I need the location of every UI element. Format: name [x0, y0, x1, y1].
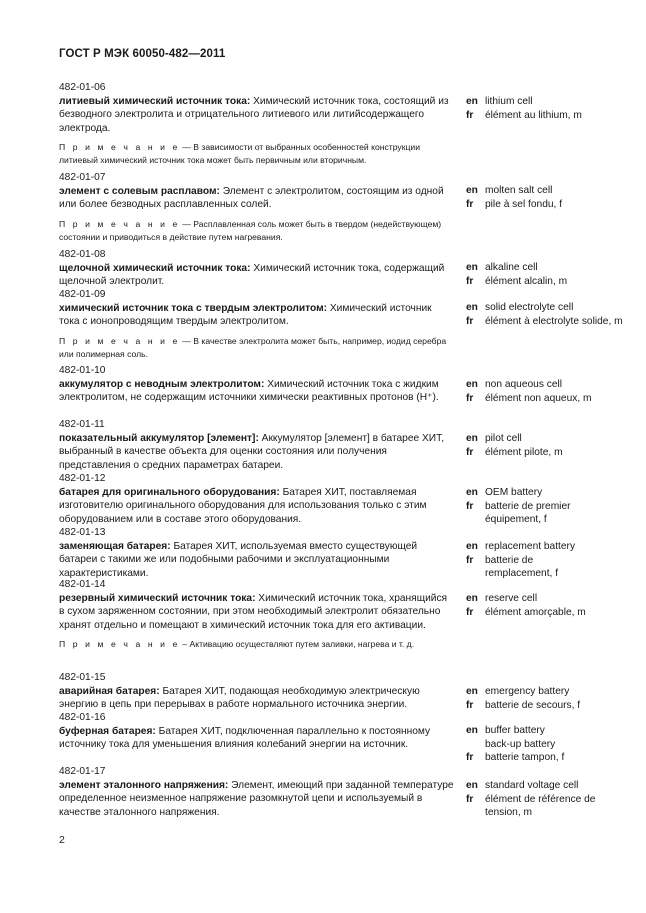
term-equivalents	[466, 685, 641, 712]
equivalent-en	[466, 432, 641, 446]
term-note	[59, 638, 454, 651]
term-code: 482-01-14	[59, 579, 106, 590]
equivalent-fr	[466, 315, 641, 329]
equivalent-text: élément pilote, m	[485, 446, 563, 458]
term-definition: Батарея ХИТ, используемая вместо существующей батареи с такими же или подобными рабочими и эксплуатационными характеристиками.	[59, 540, 418, 579]
equivalent-fr	[466, 198, 641, 212]
lang-code: en	[466, 725, 478, 736]
equivalent-text: replacement battery	[485, 541, 576, 552]
term-definition: Элемент, имеющий при заданной температуре определенное неизменное напряжение разомкнутой цепи и используемый в качестве эталонного напряжения.	[59, 779, 454, 818]
equivalent-en	[466, 685, 641, 699]
equivalent-fr	[466, 606, 641, 620]
term-note	[59, 218, 454, 244]
equivalent-en	[466, 261, 641, 275]
note-label: П р и м е ч а н и е	[59, 639, 180, 650]
lang-code: fr	[466, 554, 474, 566]
term-code: 482-01-16	[59, 712, 106, 723]
equivalent-text: standard voltage cell	[485, 780, 579, 791]
note-text: – Активацию осуществляют путем заливки, нагрева и т. д.	[179, 639, 415, 650]
term-code: 482-01-06	[59, 82, 106, 93]
equivalent-text: alkaline cell	[485, 262, 538, 273]
term-body	[59, 418, 454, 472]
lang-code: fr	[466, 446, 474, 458]
term-equivalents	[466, 432, 641, 459]
equivalent-en	[466, 378, 641, 392]
term-definition: Химический источник тока с жидким электролитом, не содержащим источники химически реактивных протонов (H⁺).	[59, 378, 439, 404]
equivalent-fr	[466, 275, 641, 289]
lang-code: en	[466, 262, 478, 273]
equivalent-text: solid electrolyte cell	[485, 302, 574, 313]
equivalent-text: buffer battery	[485, 725, 545, 736]
term-equivalents	[466, 592, 641, 619]
equivalent-text: élément au lithium, m	[485, 109, 582, 121]
note-text: — В зависимости от выбранных особенностей конструкции литиевый химический источник тока может быть первичным или вторичным.	[59, 142, 421, 166]
equivalent-text: batterie de secours, f	[485, 699, 581, 711]
equivalent-en	[466, 724, 641, 738]
equivalent-fr	[466, 751, 641, 765]
term-definition: Химический источник тока, содержащий щелочной электролит.	[59, 262, 445, 288]
equivalent-text: batterie tampon, f	[485, 752, 565, 764]
lang-code: en	[466, 379, 478, 390]
equivalent-text: back-up battery	[485, 738, 556, 750]
lang-code: en	[466, 593, 478, 604]
lang-code: fr	[466, 606, 474, 618]
equivalent-text: élément amorçable, m	[485, 606, 586, 618]
lang-code: fr	[466, 500, 474, 512]
term-body	[59, 364, 454, 405]
page-number: 2	[59, 834, 65, 846]
term-title: резервный химический источник тока:	[59, 592, 256, 604]
equivalent-en	[466, 184, 641, 198]
term-title: показательный аккумулятор [элемент]:	[59, 432, 259, 444]
term-title: буферная батарея:	[59, 725, 156, 737]
term-title: литиевый химический источник тока:	[59, 95, 251, 107]
term-equivalents	[466, 540, 641, 581]
equivalent-text: lithium cell	[485, 96, 533, 107]
term-body	[59, 578, 454, 651]
term-code: 482-01-07	[59, 172, 106, 183]
term-definition: Батарея ХИТ, подключенная параллельно к постоянному источнику тока для уменьшения влияния колебаний энергии на источник.	[59, 725, 431, 751]
term-code: 482-01-09	[59, 289, 106, 300]
term-title: щелочной химический источник тока:	[59, 262, 251, 274]
lang-code: fr	[466, 198, 474, 210]
term-note	[59, 335, 454, 361]
term-body	[59, 288, 454, 361]
equivalent-text: batterie de remplacement, f	[485, 554, 559, 580]
equivalent-fr	[466, 793, 605, 820]
equivalent-text: emergency battery	[485, 686, 570, 697]
lang-code: en	[466, 487, 478, 498]
equivalent-text: élément de référence de tension, m	[485, 793, 596, 819]
term-body	[59, 526, 454, 580]
note-label: П р и м е ч а н и е	[59, 218, 180, 229]
lang-code: en	[466, 780, 478, 791]
term-body	[59, 171, 454, 244]
lang-code: en	[466, 686, 478, 697]
lang-code: fr	[466, 392, 474, 404]
lang-code: fr	[466, 315, 474, 327]
lang-code: en	[466, 96, 478, 107]
lang-code: en	[466, 541, 478, 552]
term-title: батарея для оригинального оборудования:	[59, 486, 280, 498]
term-definition: Химический источник тока с ионопроводящим твердым электролитом.	[59, 302, 432, 328]
term-equivalents	[466, 486, 641, 527]
term-body	[59, 81, 454, 167]
term-title: аккумулятор с неводным электролитом:	[59, 378, 265, 390]
term-equivalents	[466, 184, 641, 211]
term-body	[59, 671, 454, 712]
equivalent-en	[466, 95, 641, 109]
term-code: 482-01-17	[59, 766, 106, 777]
term-equivalents	[466, 301, 641, 328]
equivalent-en	[466, 540, 641, 554]
term-body	[59, 711, 454, 752]
equivalent-text: batterie de premier équipement, f	[485, 500, 571, 526]
note-label: П р и м е ч а н и е	[59, 142, 180, 153]
term-note	[59, 141, 454, 167]
equivalent-fr	[466, 554, 595, 581]
equivalent-fr	[466, 109, 641, 123]
lang-code: en	[466, 185, 478, 196]
term-code: 482-01-12	[59, 473, 106, 484]
equivalent-text: reserve cell	[485, 593, 538, 604]
equivalent-text: molten salt cell	[485, 185, 553, 196]
lang-code: en	[466, 302, 478, 313]
equivalent-en	[466, 592, 641, 606]
lang-code: fr	[466, 752, 474, 764]
document-header: ГОСТ Р МЭК 60050-482—2011	[59, 48, 226, 60]
lang-code: fr	[466, 793, 474, 805]
term-equivalents	[466, 95, 641, 122]
term-body	[59, 765, 454, 819]
term-code: 482-01-15	[59, 672, 106, 683]
term-definition: Батарея ХИТ, поставляемая изготовителю оригинального оборудования для использования только с этим оборудованием или в составе этого оборудования.	[59, 486, 427, 525]
term-equivalents	[466, 779, 641, 820]
term-title: заменяющая батарея:	[59, 540, 171, 552]
term-equivalents	[466, 261, 641, 288]
term-definition: Батарея ХИТ, подающая необходимую электрическую энергию в цепь при перерывах в работе нормального источника энергии.	[59, 685, 420, 711]
equivalent-text: pile à sel fondu, f	[485, 198, 563, 210]
lang-code: fr	[466, 109, 474, 121]
term-code: 482-01-13	[59, 527, 106, 538]
equivalent-fr	[466, 500, 595, 527]
term-code: 482-01-10	[59, 365, 106, 376]
term-equivalents	[466, 724, 641, 765]
term-body	[59, 248, 454, 289]
equivalent-text: élément non aqueux, m	[485, 392, 592, 404]
term-title: элемент эталонного напряжения:	[59, 779, 229, 791]
equivalent-en	[466, 486, 641, 500]
equivalent-text: pilot cell	[485, 433, 522, 444]
term-title: аварийная батарея:	[59, 685, 160, 697]
equivalent-en	[466, 301, 641, 315]
term-definition: Аккумулятор [элемент] в батарее ХИТ, выбранный в качестве объекта для оценки состояния или получения представления о средних параметрах батареи.	[59, 432, 445, 471]
term-code: 482-01-11	[59, 419, 105, 430]
note-text: — В качестве электролита может быть, например, иодид серебра или полимерная соль.	[59, 335, 447, 359]
equivalent-en	[466, 779, 641, 793]
equivalent-fr	[466, 392, 641, 406]
term-code: 482-01-08	[59, 249, 106, 260]
lang-code: en	[466, 433, 478, 444]
note-label: П р и м е ч а н и е	[59, 335, 180, 346]
equivalent-text: OEM battery	[485, 487, 543, 498]
note-text: — Расплавленная соль может быть в твердом (недействующем) состоянии и приводиться в действие путем нагревания.	[59, 218, 442, 242]
lang-code: fr	[466, 275, 474, 287]
term-title: элемент с солевым расплавом:	[59, 185, 220, 197]
equivalent-text: élément alcalin, m	[485, 275, 568, 287]
term-equivalents	[466, 378, 641, 405]
equivalent-text: élément à electrolyte solide, m	[485, 315, 623, 327]
term-definition: Элемент с электролитом, состоящим из одной или более безводных расплавленных солей.	[59, 185, 444, 211]
equivalent-text: non aqueous cell	[485, 379, 563, 390]
equivalent-fr	[466, 446, 641, 460]
term-definition: Химический источник тока, состоящий из безводного электролита и отрицательного литиевого или литийсодержащего электрода.	[59, 95, 449, 134]
equivalent-fr	[466, 699, 641, 713]
term-body	[59, 472, 454, 526]
term-title: химический источник тока с твердым электролитом:	[59, 302, 328, 314]
lang-code: fr	[466, 699, 474, 711]
equivalent-alt	[466, 738, 641, 752]
term-definition: Химический источник тока, хранящийся в сухом заряженном состоянии, при этом необходимый электролит обязательно хранят отдельно и помещают в химический источник тока для его активации.	[59, 592, 448, 631]
